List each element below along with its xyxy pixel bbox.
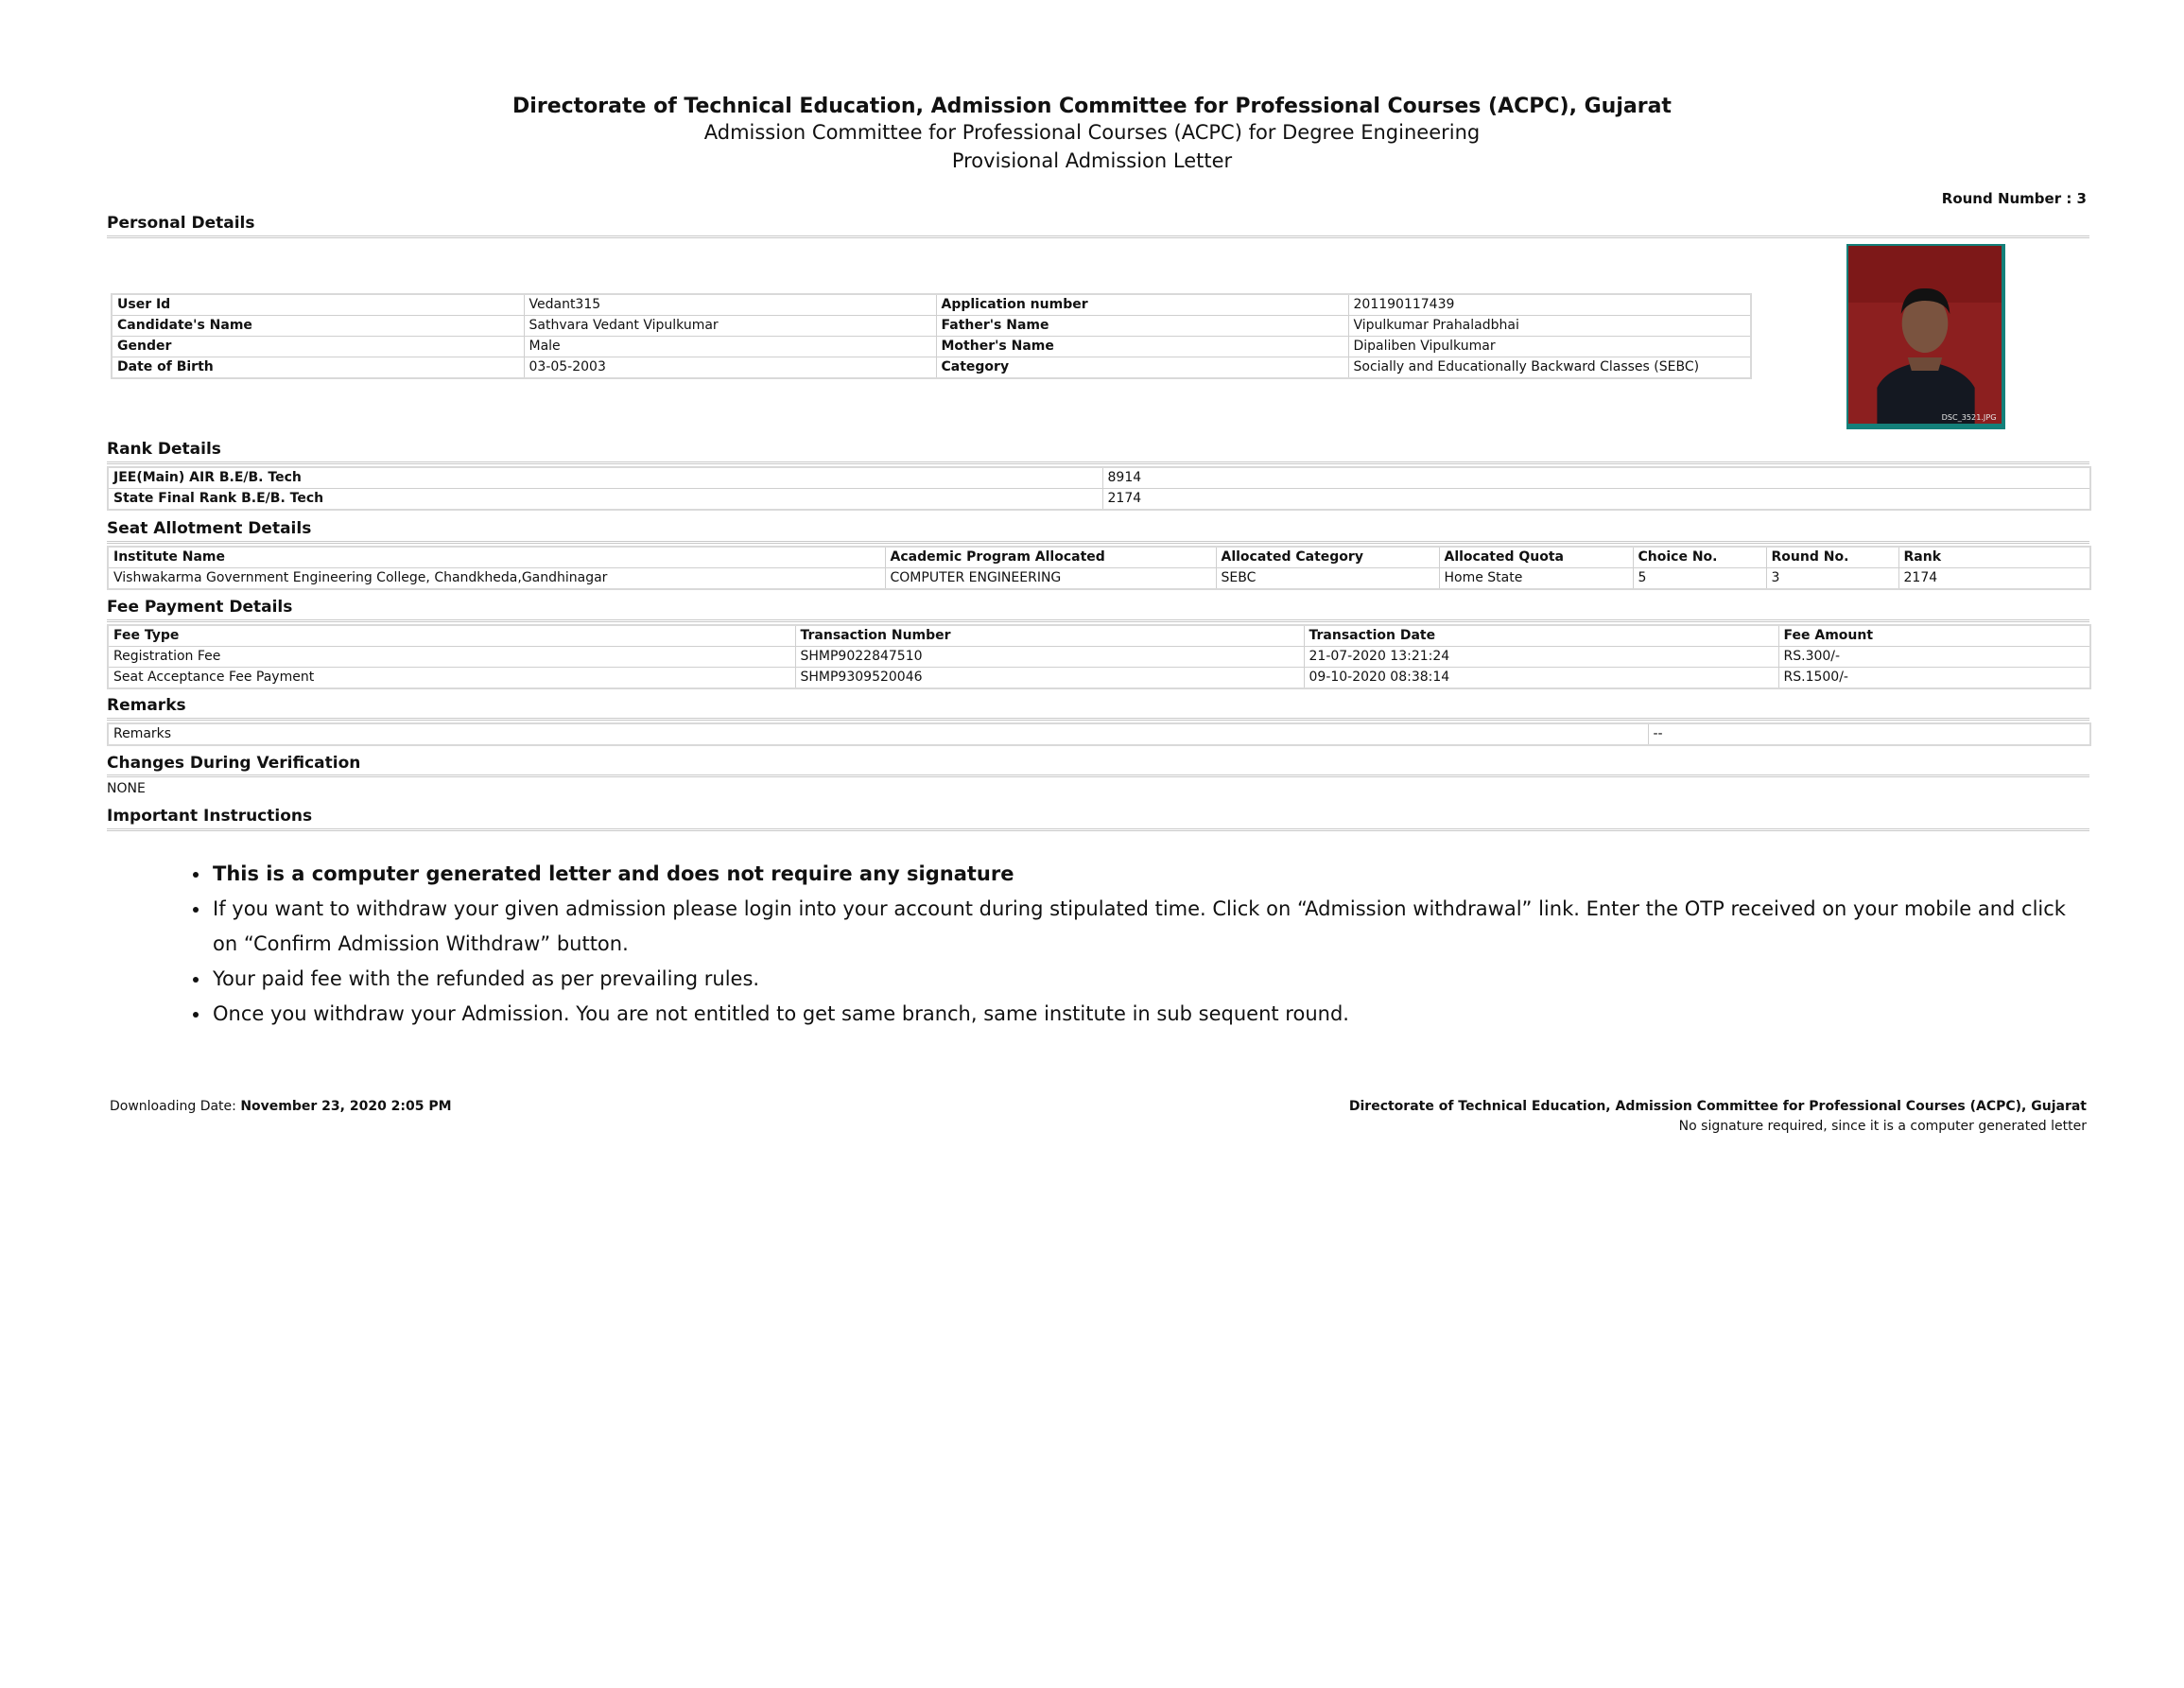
field-label: Category <box>936 357 1348 379</box>
download-date: November 23, 2020 2:05 PM <box>240 1099 452 1114</box>
document-subtitle: Admission Committee for Professional Courses (ACPC) for Degree Engineering <box>703 121 1481 144</box>
remarks-label: Remarks <box>108 723 1648 745</box>
column-header: Round No. <box>1766 547 1898 568</box>
section-divider <box>107 619 2089 622</box>
field-label: Application number <box>936 294 1348 316</box>
candidate-portrait <box>1848 246 2002 424</box>
section-divider <box>107 828 2089 831</box>
footer-note: No signature required, since it is a computer generated letter <box>1678 1119 2087 1134</box>
footer-organization: Directorate of Technical Education, Admission Committee for Professional Courses (ACPC), Gujarat <box>1348 1099 2087 1114</box>
table-row <box>108 489 2090 511</box>
seat-allotment-table <box>107 546 2091 590</box>
column-header: Transaction Number <box>795 625 1304 647</box>
choice-number: 5 <box>1633 568 1766 590</box>
changes-value: NONE <box>107 781 146 796</box>
document-title: Directorate of Technical Education, Admission Committee for Professional Courses (ACPC), Gujarat <box>512 95 1672 118</box>
list-item: • This is a computer generated letter and does not require any signature <box>211 857 2073 892</box>
fee-type: Seat Acceptance Fee Payment <box>108 668 795 689</box>
field-label: Father's Name <box>936 316 1348 337</box>
fee-amount: RS.300/- <box>1778 647 2090 668</box>
download-info <box>110 1099 452 1114</box>
seat-allotment-title: Seat Allotment Details <box>107 519 312 538</box>
transaction-date: 21-07-2020 13:21:24 <box>1304 647 1778 668</box>
table-row <box>112 337 1751 357</box>
table-row <box>108 647 2090 668</box>
candidate-photo <box>1846 244 2005 429</box>
column-header: Allocated Quota <box>1439 547 1633 568</box>
personal-details-table <box>111 293 1752 379</box>
field-value: 03-05-2003 <box>524 357 936 379</box>
transaction-number: SHMP9309520046 <box>795 668 1304 689</box>
list-item: • If you want to withdraw your given admission please login into your account during stipulated time. Click on “Admission withdrawal” link. Enter the OTP received on your mobile and click on “Confirm Admission Withdraw” button. <box>211 892 2073 962</box>
column-header: Transaction Date <box>1304 625 1778 647</box>
rank-label: State Final Rank B.E/B. Tech <box>108 489 1102 511</box>
field-value: Sathvara Vedant Vipulkumar <box>524 316 936 337</box>
field-value: Male <box>524 337 936 357</box>
section-divider <box>107 235 2089 238</box>
transaction-date: 09-10-2020 08:38:14 <box>1304 668 1778 689</box>
allocated-category: SEBC <box>1216 568 1439 590</box>
table-row <box>112 316 1751 337</box>
rank-details-title: Rank Details <box>107 440 221 459</box>
letter-type: Provisional Admission Letter <box>951 149 1233 172</box>
field-label: Mother's Name <box>936 337 1348 357</box>
remarks-table <box>107 722 2091 746</box>
table-row <box>112 294 1751 316</box>
fee-type: Registration Fee <box>108 647 795 668</box>
column-header: Choice No. <box>1633 547 1766 568</box>
table-row <box>108 568 2090 590</box>
table-row <box>108 467 2090 489</box>
field-value: Vipulkumar Prahaladbhai <box>1348 316 1751 337</box>
rank-label: JEE(Main) AIR B.E/B. Tech <box>108 467 1102 489</box>
rank-details-table <box>107 466 2091 511</box>
round-number: Round Number : 3 <box>1941 190 2087 207</box>
column-header: Institute Name <box>108 547 885 568</box>
instructions-list <box>182 857 2073 1032</box>
fee-payment-table <box>107 624 2091 689</box>
field-value: Vedant315 <box>524 294 936 316</box>
field-value: Dipaliben Vipulkumar <box>1348 337 1751 357</box>
section-divider <box>107 541 2089 544</box>
column-header: Fee Type <box>108 625 795 647</box>
rank-value: 8914 <box>1102 467 2090 489</box>
remarks-title: Remarks <box>107 696 186 715</box>
round-number-cell: 3 <box>1766 568 1898 590</box>
table-header-row <box>108 625 2090 647</box>
list-item: • Your paid fee with the refunded as per prevailing rules. <box>211 962 2073 997</box>
list-item: • Once you withdraw your Admission. You are not entitled to get same branch, same institute in sub sequent round. <box>211 997 2073 1032</box>
table-header-row <box>108 547 2090 568</box>
field-label: Gender <box>112 337 524 357</box>
column-header: Fee Amount <box>1778 625 2090 647</box>
changes-title: Changes During Verification <box>107 754 361 773</box>
table-row <box>108 723 2090 745</box>
field-value: 201190117439 <box>1348 294 1751 316</box>
download-label: Downloading Date: <box>110 1099 236 1114</box>
section-divider <box>107 774 2089 777</box>
section-divider <box>107 718 2089 721</box>
column-header: Rank <box>1898 547 2090 568</box>
remarks-value: -- <box>1648 723 2090 745</box>
field-label: Date of Birth <box>112 357 524 379</box>
allocated-quota: Home State <box>1439 568 1633 590</box>
field-value: Socially and Educationally Backward Classes (SEBC) <box>1348 357 1751 379</box>
fee-amount: RS.1500/- <box>1778 668 2090 689</box>
column-header: Allocated Category <box>1216 547 1439 568</box>
instructions-title: Important Instructions <box>107 807 313 826</box>
field-label: Candidate's Name <box>112 316 524 337</box>
program-allocated: COMPUTER ENGINEERING <box>885 568 1216 590</box>
photo-caption: DSC_3521.JPG <box>1941 413 1997 422</box>
table-row <box>112 357 1751 379</box>
fee-payment-title: Fee Payment Details <box>107 598 293 617</box>
rank-cell: 2174 <box>1898 568 2090 590</box>
field-label: User Id <box>112 294 524 316</box>
section-divider <box>107 461 2089 464</box>
institute-name: Vishwakarma Government Engineering College, Chandkheda,Gandhinagar <box>108 568 885 590</box>
transaction-number: SHMP9022847510 <box>795 647 1304 668</box>
table-row <box>108 668 2090 689</box>
rank-value: 2174 <box>1102 489 2090 511</box>
column-header: Academic Program Allocated <box>885 547 1216 568</box>
personal-details-title: Personal Details <box>107 214 255 233</box>
